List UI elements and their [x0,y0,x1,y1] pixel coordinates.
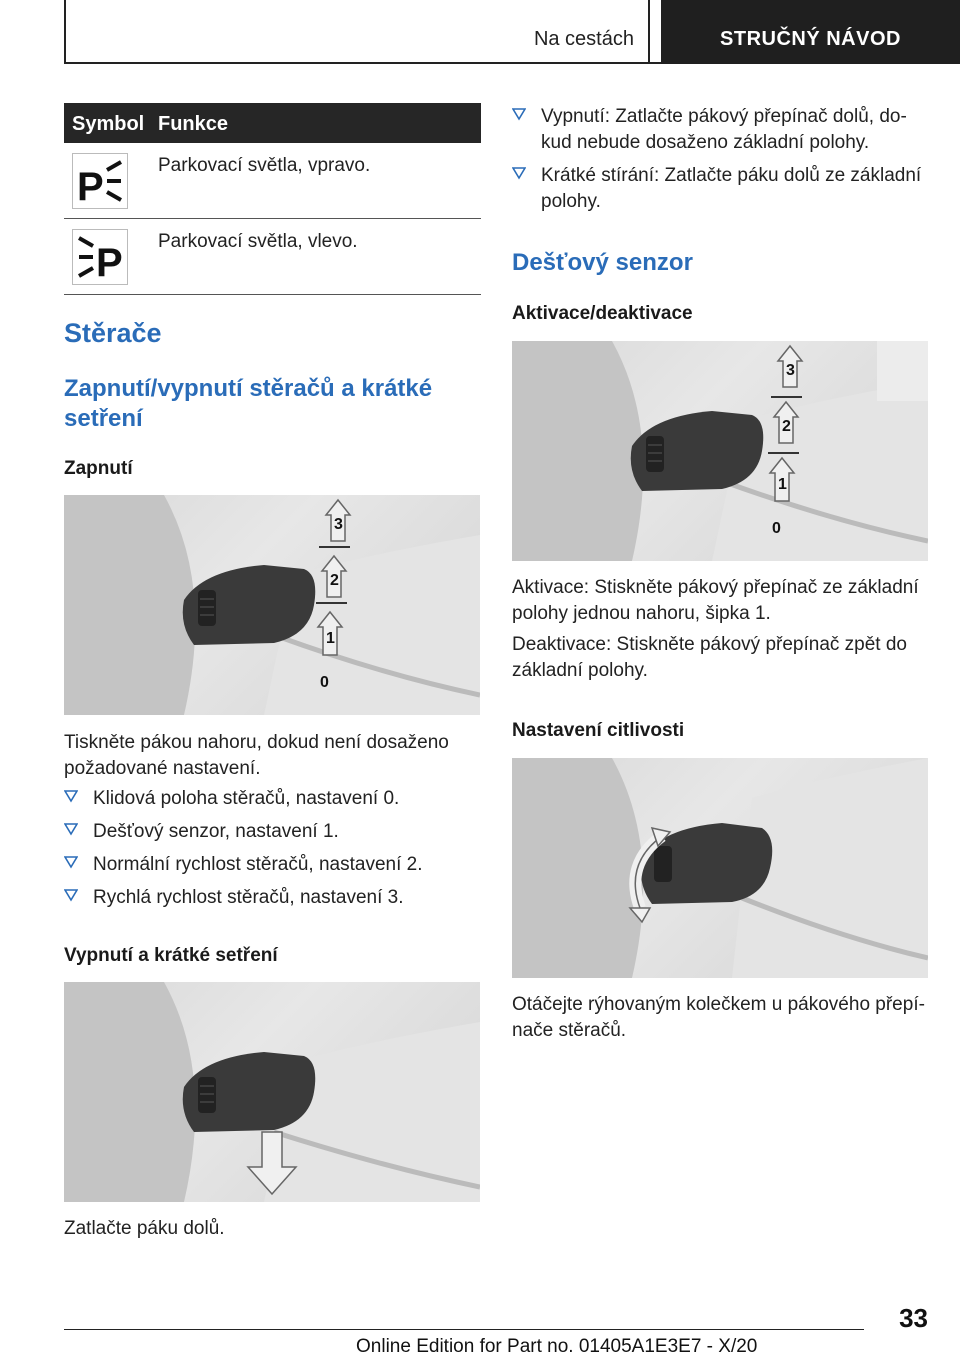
setting-0-label: 0 [772,520,781,537]
parking-light-left-icon [72,229,128,285]
setting-1-label: 1 [326,630,335,647]
header-divider-right [648,0,650,64]
setting-0-label: 0 [320,674,329,691]
list-item: Rychlá rychlost stěračů, nastavení 3. [64,885,480,911]
section-heading-wipers: Stěrače [64,318,162,348]
symbol-table-header [64,103,481,143]
wiper-lever-up-illustration [64,495,480,715]
heading-switch-on: Zapnutí [64,458,133,479]
setting-1-label: 1 [778,476,787,493]
col-symbol-label: Symbol [72,113,145,135]
paragraph-activation: Aktivace: Stiskněte pákový přepínač ze základní polohy jednou nahoru, šipka 1. [512,577,919,624]
triangle-bullet-icon [64,822,78,836]
function-text: Parkovací světla, vpravo. [158,155,371,176]
header-section-title: Na cestách [533,28,634,50]
header-guide-tab: STRUČNÝ NÁVOD [661,0,960,64]
footer-rule [64,1329,864,1330]
triangle-bullet-icon [512,166,526,180]
paragraph-deactivation: Deaktivace: Stiskněte pákový přepínač zpět do základní polohy. [512,634,908,681]
function-text: Parkovací světla, vlevo. [158,231,358,252]
rain-sensor-activation-illustration [512,341,928,561]
table-row [64,143,481,219]
paragraph-push-down: Zatlačte páku dolů. [64,1218,225,1239]
col-function-label: Funkce [158,113,229,135]
sensitivity-wheel-illustration [512,758,928,978]
heading-rain-sensor: Dešťový senzor [512,249,693,276]
heading-switch-off: Vypnutí a krátké setření [64,945,278,966]
header-divider-left [64,0,66,64]
triangle-bullet-icon [64,789,78,803]
list-item: Klidová poloha stěračů, nastavení 0. [64,786,480,812]
setting-2-label: 2 [782,418,791,435]
svg-text:P: P [77,165,104,208]
heading-activation: Aktivace/deaktivace [512,303,693,324]
setting-3-label: 3 [334,516,343,533]
triangle-bullet-icon [64,855,78,869]
list-item: Dešťový senzor, nastavení 1. [64,819,480,845]
parking-light-right-icon [72,153,128,209]
wiper-lever-down-illustration [64,982,480,1202]
paragraph-push-up: Tiskněte pákou nahoru, dokud není dosaženo požadované nastavení. [64,732,449,779]
triangle-bullet-icon [512,107,526,121]
setting-3-label: 3 [786,362,795,379]
setting-2-label: 2 [330,572,339,589]
list-item: Krátké stírání: Zatlačte páku dolů ze základní polohy. [512,163,932,215]
paragraph-sensitivity: Otáčejte rýhovaným kolečkem u pákového přepí- nače stěračů. [512,994,925,1041]
footer-edition: Online Edition for Part no. 01405A1E3E7 - X/20 [356,1336,758,1357]
heading-sensitivity: Nastavení citlivosti [512,720,685,741]
svg-text:P: P [96,241,123,284]
page-number: 33 [899,1303,928,1333]
subheading-wiper-on-off: Zapnutí/vypnutí stěračů a krátké setření [64,375,433,432]
list-item: Vypnutí: Zatlačte pákový přepínač dolů, do- kud nebude dosaženo základní polohy. [512,104,932,156]
list-item: Normální rychlost stěračů, nastavení 2. [64,852,480,878]
table-row [64,219,481,295]
triangle-bullet-icon [64,888,78,902]
